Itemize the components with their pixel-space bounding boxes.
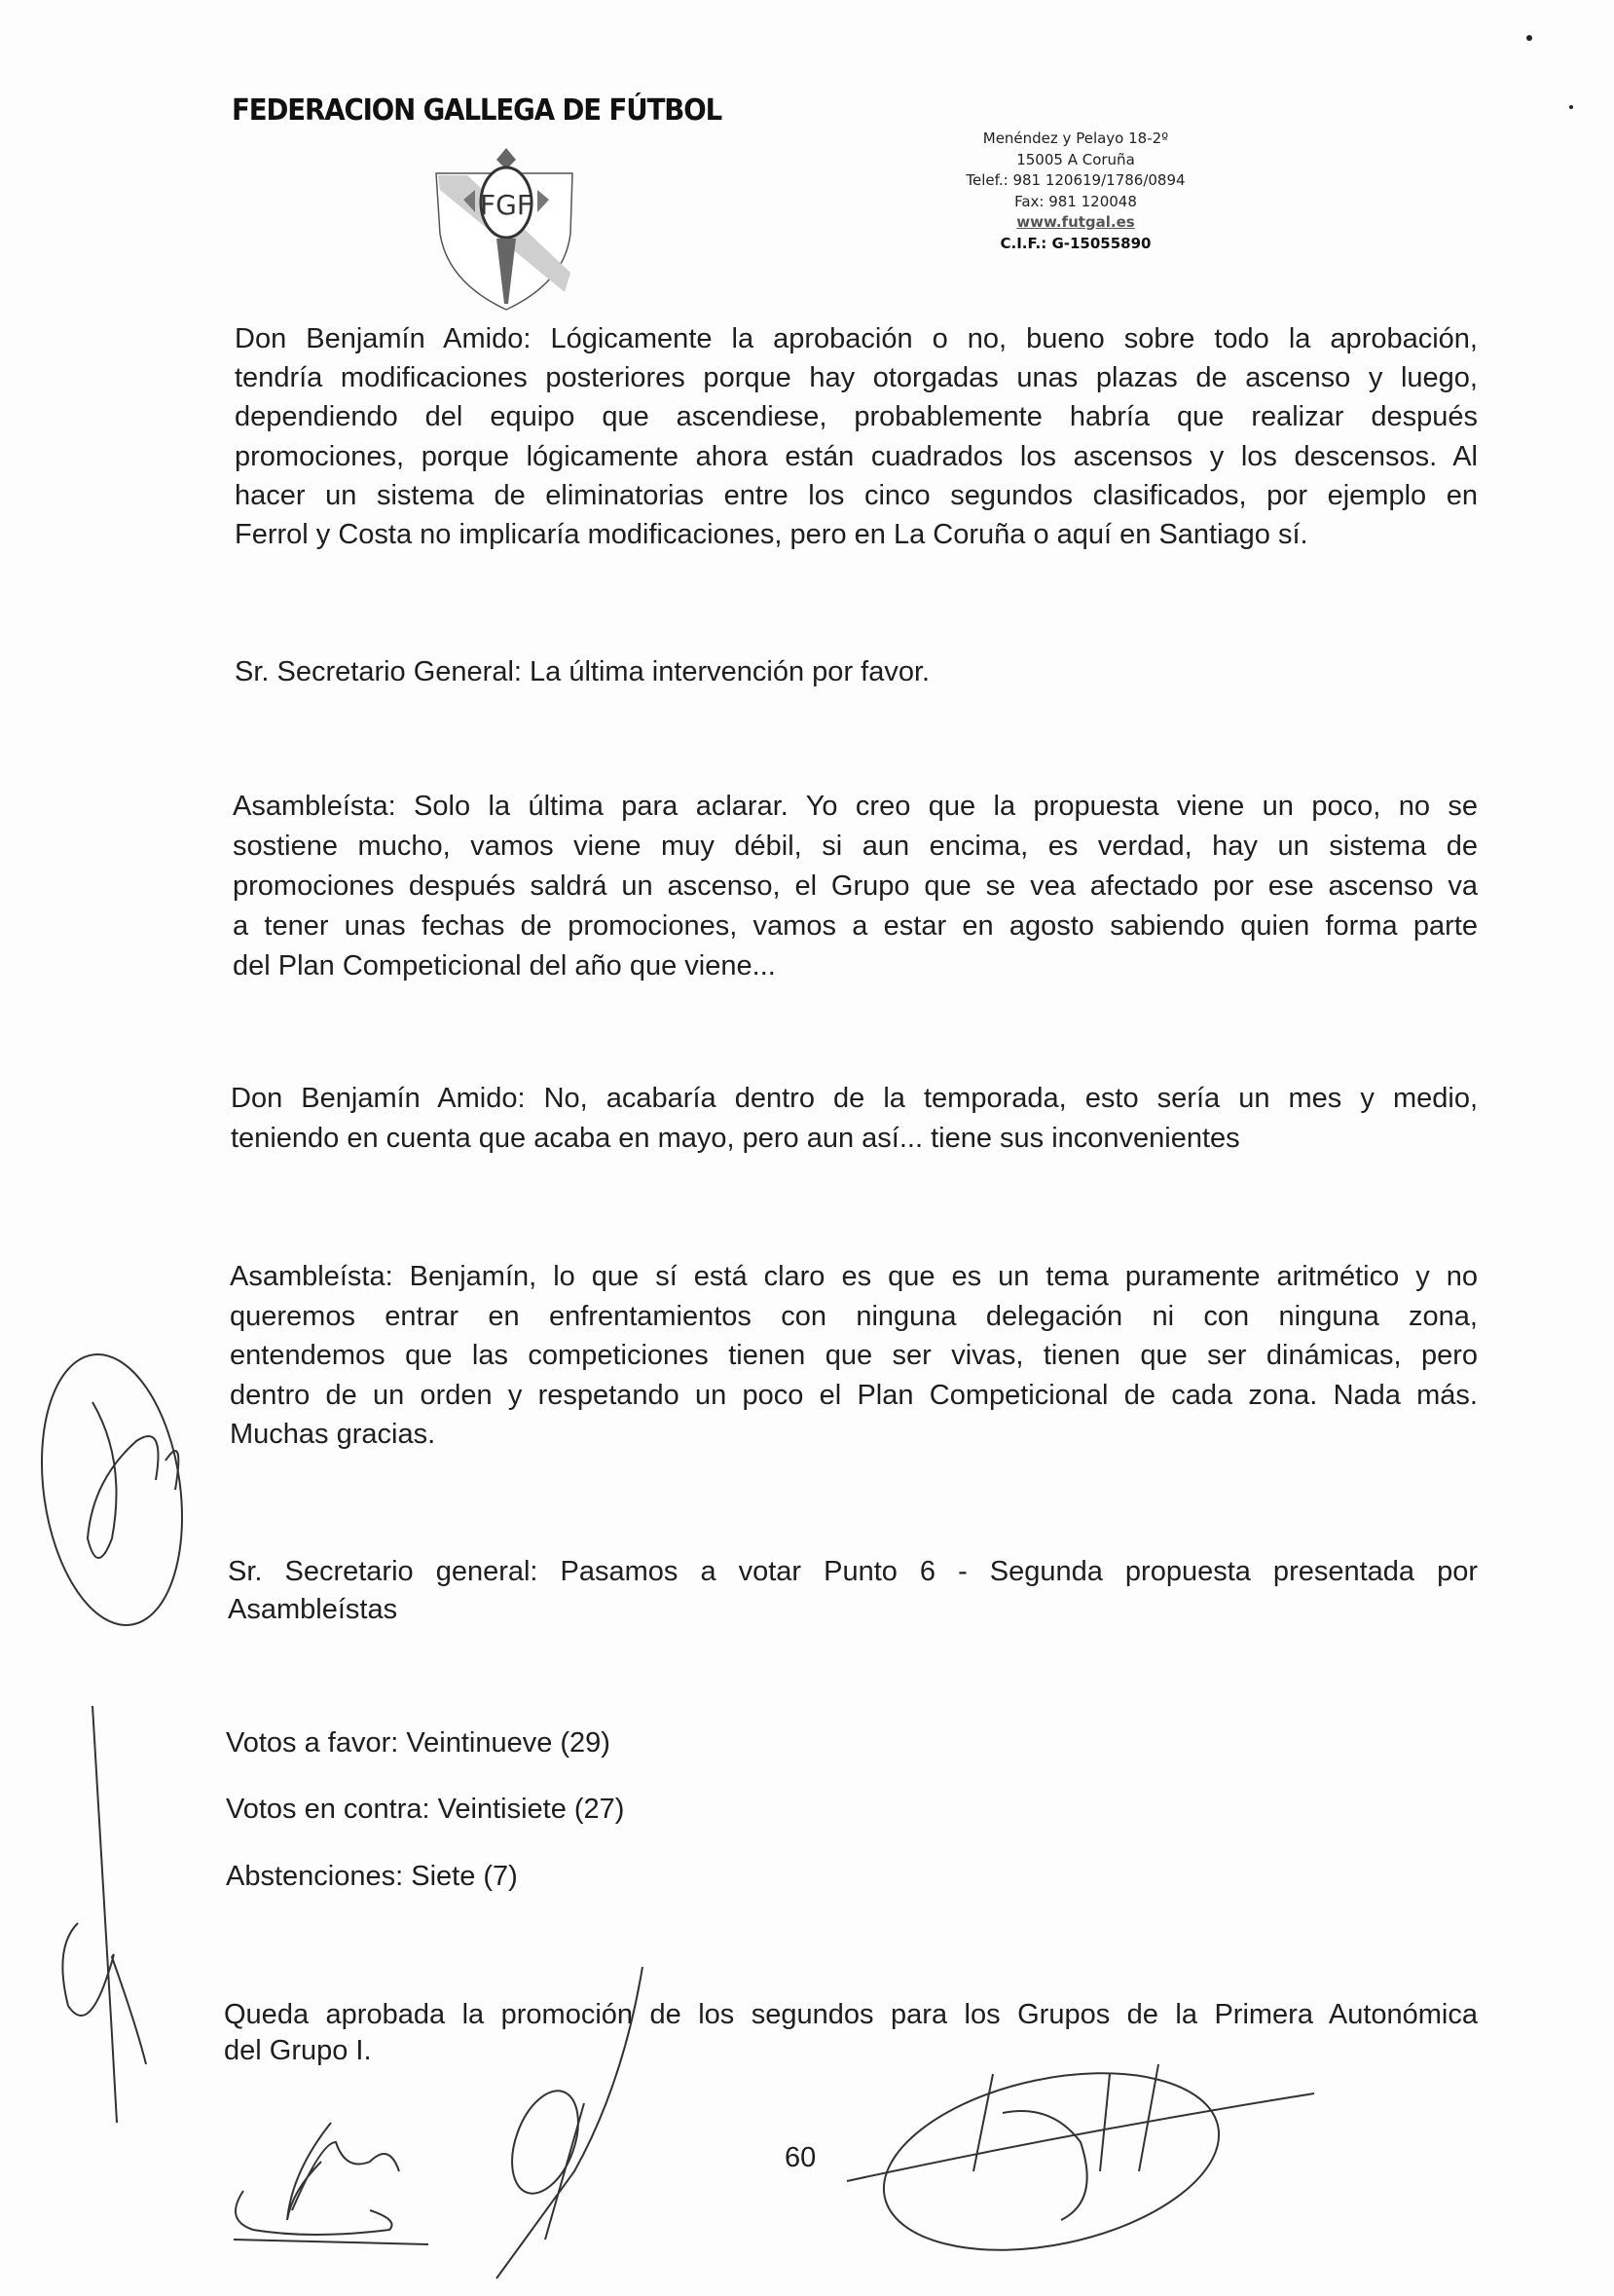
text-line: Asambleísta: Benjamín, lo que sí está claro es que es un tema puramente aritmético y no xyxy=(230,1261,1478,1292)
text-line: tendría modificaciones posteriores porque hay otorgadas unas plazas de ascenso y luego, xyxy=(235,362,1478,393)
bottom-signature-right xyxy=(847,2045,1314,2277)
text-line: del Grupo I. xyxy=(224,2035,372,2066)
text-line: Queda aprobada la promoción de los segundos para los Grupos de la Primera Autonómica xyxy=(224,1999,1478,2030)
bottom-signature-left xyxy=(234,2123,428,2244)
text-line: Muchas gracias. xyxy=(230,1419,436,1450)
text-line: Sr. Secretario General: La última intervención por favor. xyxy=(235,656,931,687)
margin-signature-top xyxy=(25,1346,199,1635)
margin-signature-vertical xyxy=(62,1706,146,2123)
text-line: hacer un sistema de eliminatorias entre los cinco segundos clasificados, por ejemplo en xyxy=(235,480,1478,511)
fgf-shield-logo xyxy=(428,146,584,312)
address-fax: Fax: 981 120048 xyxy=(1014,192,1137,210)
address-block xyxy=(935,129,1217,254)
website-link[interactable]: www.futgal.es xyxy=(1016,213,1135,231)
text-line: sostiene mucho, vamos viene muy débil, si aun encima, es verdad, hay un sistema de xyxy=(233,831,1478,862)
scan-speck xyxy=(1569,105,1573,109)
text-line: promociones, porque lógicamente ahora están cuadrados los ascensos y los descensos. Al xyxy=(235,441,1478,472)
text-line: Don Benjamín Amido: Lógicamente la aprobación o no, bueno sobre todo la aprobación, xyxy=(235,323,1478,354)
text-line: Ferrol y Costa no implicaría modificaciones, pero en La Coruña o aquí en Santiago sí. xyxy=(235,519,1308,550)
text-line: queremos entrar en enfrentamientos con ninguna delegación ni con ninguna zona, xyxy=(230,1301,1478,1332)
text-line: Abstenciones: Siete (7) xyxy=(226,1861,518,1892)
text-line: entendemos que las competiciones tienen que ser vivas, tienen que ser dinámicas, pero xyxy=(230,1340,1478,1371)
text-line: Don Benjamín Amido: No, acabaría dentro de la temporada, esto sería un mes y medio, xyxy=(231,1083,1478,1114)
text-line: Votos en contra: Veintisiete (27) xyxy=(226,1794,625,1825)
text-line: dependiendo del equipo que ascendiese, probablemente habría que realizar después xyxy=(235,401,1478,432)
address-street: Menéndez y Pelayo 18-2º xyxy=(982,130,1169,147)
text-line: Asambleísta: Solo la última para aclarar. Yo creo que la propuesta viene un poco, no se xyxy=(233,791,1478,822)
text-line: del Plan Competicional del año que viene... xyxy=(233,950,776,981)
scan-speck xyxy=(1526,35,1532,41)
organization-title: FEDERACION GALLEGA DE FÚTBOL xyxy=(232,93,722,128)
text-line: teniendo en cuenta que acaba en mayo, pero aun así... tiene sus inconvenientes xyxy=(231,1123,1240,1154)
cif-number: C.I.F.: G-15055890 xyxy=(1000,234,1152,252)
text-line: Votos a favor: Veintinueve (29) xyxy=(226,1727,610,1759)
address-phone: Telef.: 981 120619/1786/0894 xyxy=(966,171,1186,189)
text-line: dentro de un orden y respetando un poco el Plan Competicional de cada zona. Nada más. xyxy=(230,1380,1478,1411)
text-line: a tener unas fechas de promociones, vamos a estar en agosto sabiendo quien forma parte xyxy=(233,910,1478,942)
logo-monogram: FGF xyxy=(480,189,532,221)
address-city: 15005 A Coruña xyxy=(1016,150,1135,168)
text-line: Asambleístas xyxy=(228,1594,398,1625)
page-number: 60 xyxy=(785,2142,817,2173)
text-line: promociones después saldrá un ascenso, el Grupo que se vea afectado por ese ascenso va xyxy=(233,870,1478,902)
text-line: Sr. Secretario general: Pasamos a votar Punto 6 - Segunda propuesta presentada por xyxy=(228,1556,1478,1587)
